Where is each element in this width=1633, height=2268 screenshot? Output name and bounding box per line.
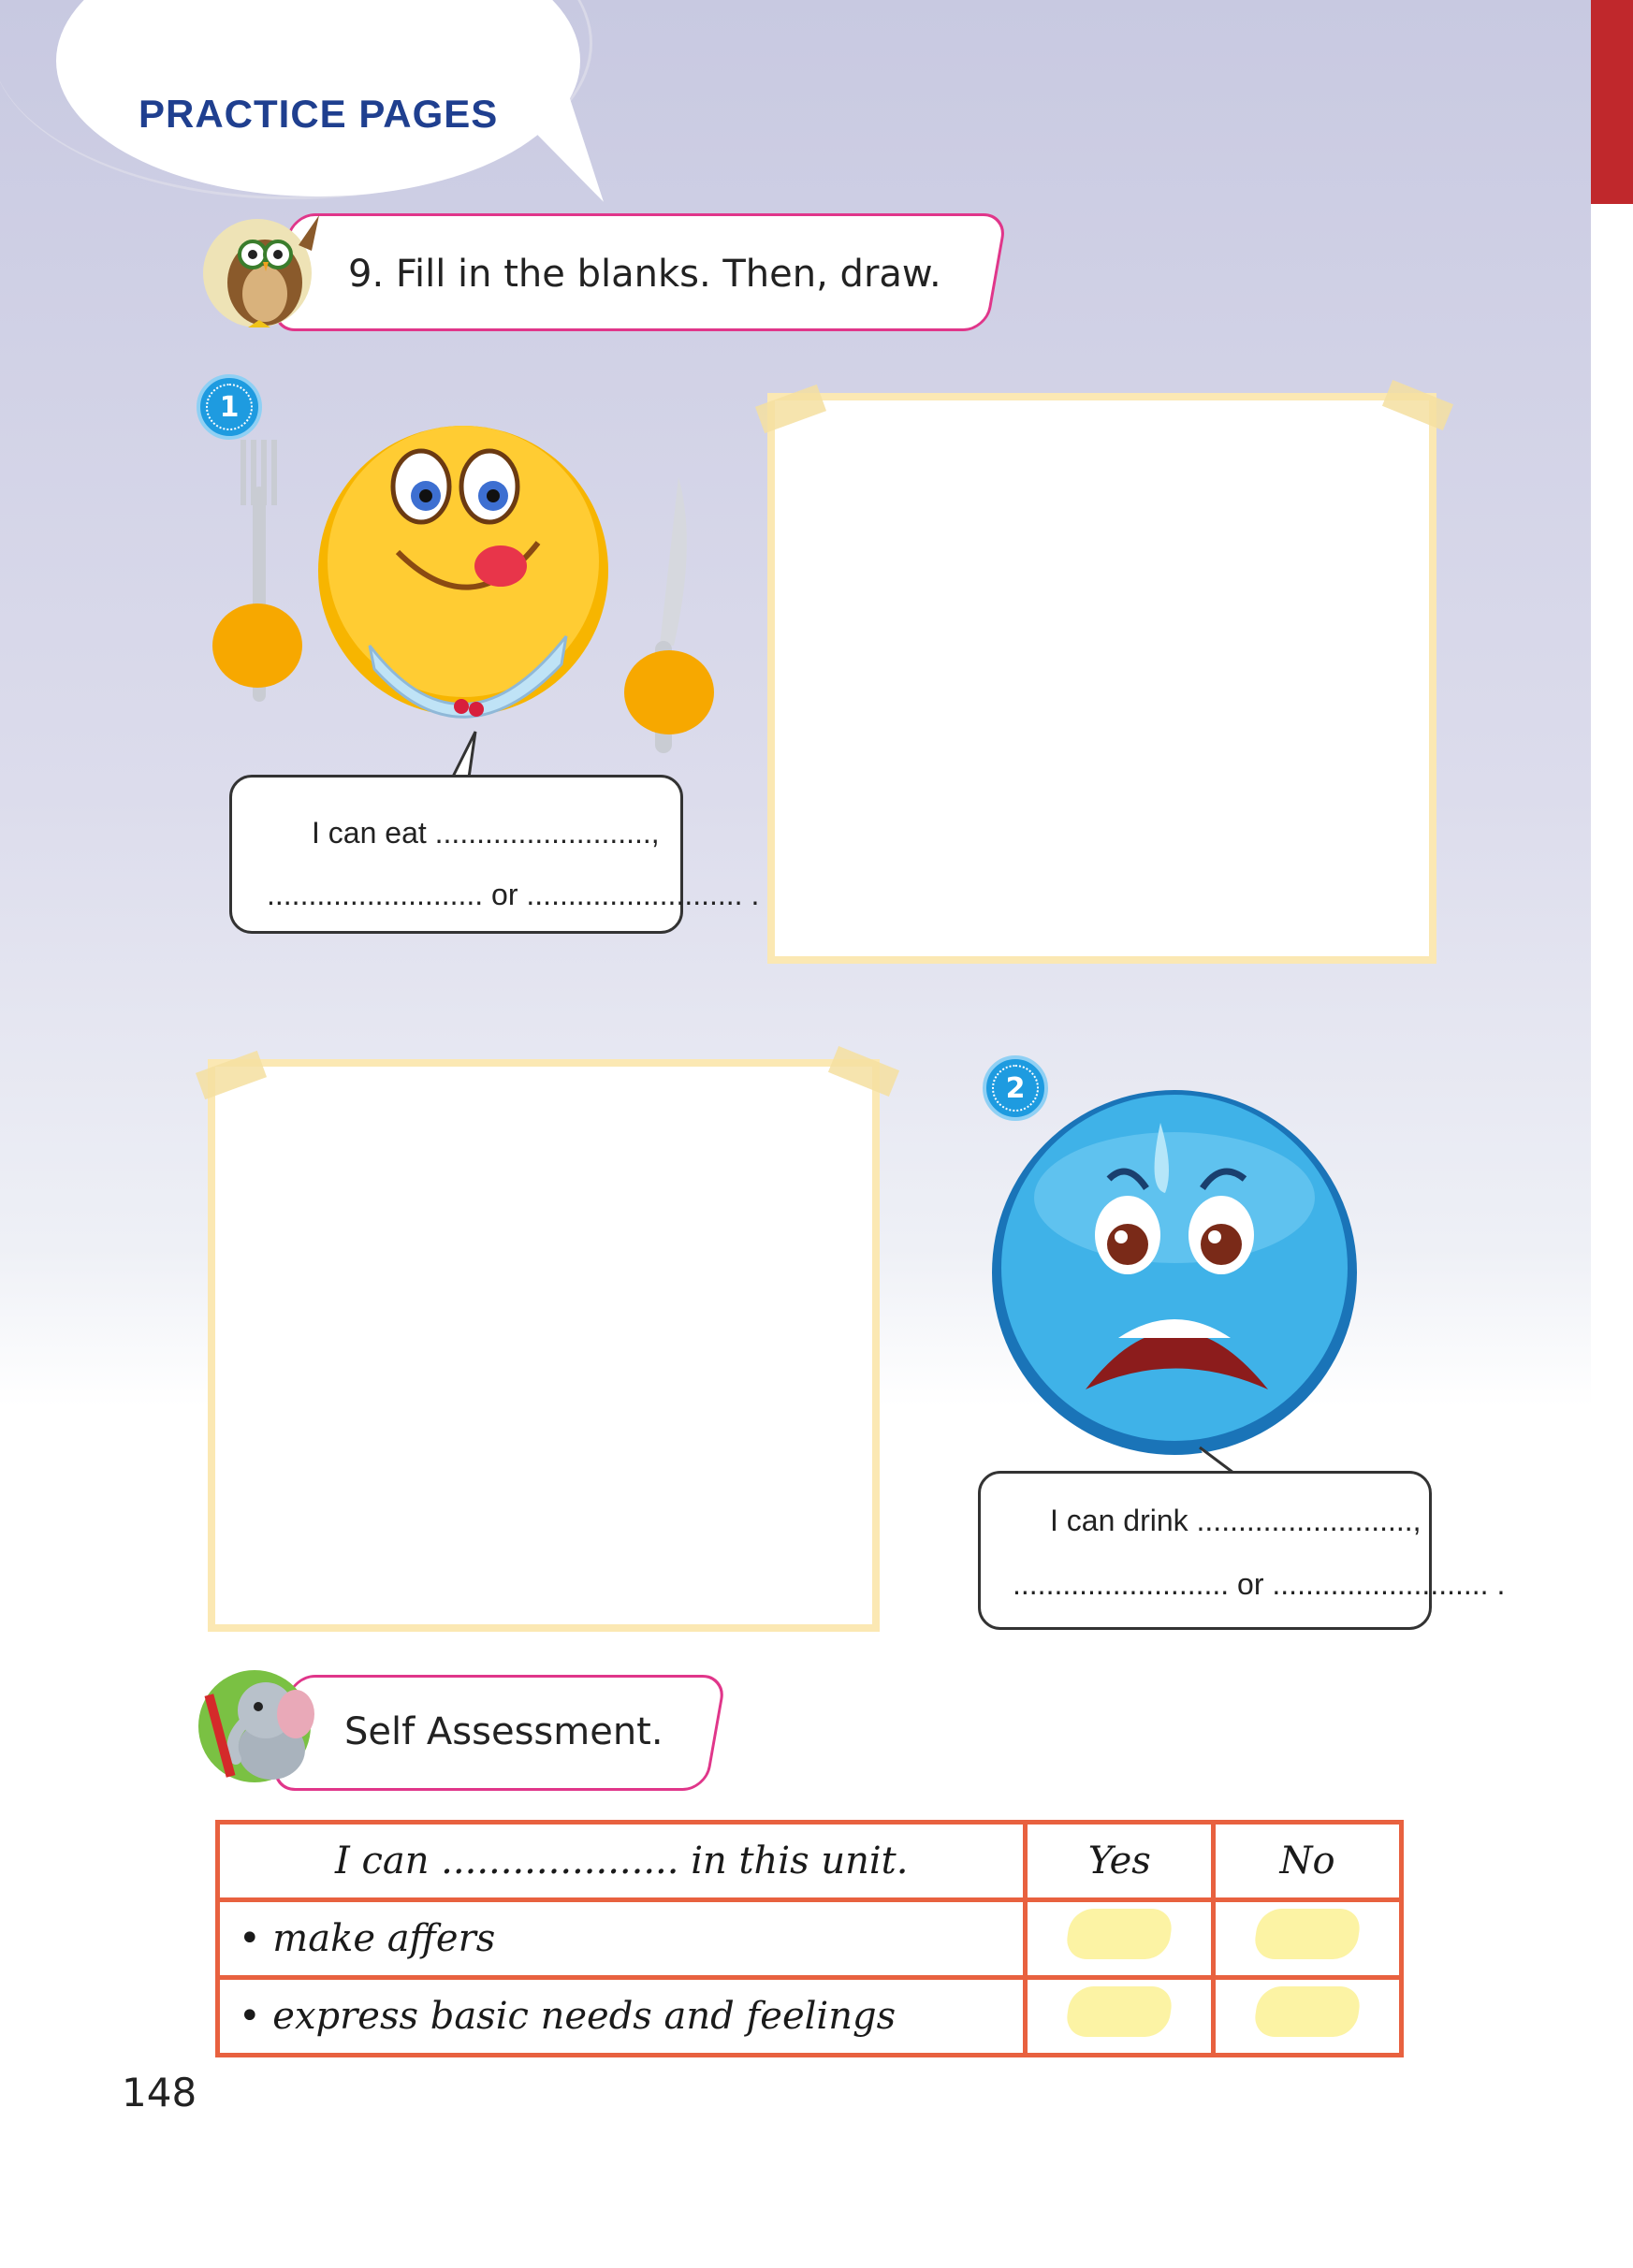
page-title: PRACTICE PAGES (139, 92, 499, 136)
table-row (218, 1978, 1402, 2056)
hungry-emoji-icon (192, 412, 716, 767)
chapter-tab (1591, 0, 1633, 204)
self-assessment-title: Self Assessment. (344, 1710, 663, 1753)
header-statement: I can .................... in this unit. (218, 1823, 1026, 1900)
fill-in-line-2b: .......................... or .......................... . (1013, 1567, 1506, 1601)
no-cell[interactable] (1214, 1900, 1402, 1978)
table-row (218, 1900, 1402, 1978)
drawing-area-2[interactable] (208, 1059, 880, 1632)
page-number: 148 (122, 2070, 197, 2115)
elephant-icon (198, 1656, 329, 1796)
no-cell[interactable] (1214, 1978, 1402, 2056)
row-label: • make affers (218, 1900, 1026, 1978)
self-assessment-table (215, 1820, 1404, 2057)
speech-cloud-tail (501, 78, 604, 223)
fill-in-line-1a: I can eat .........................., (312, 816, 660, 850)
badge-number: 2 (1005, 1071, 1026, 1105)
badge-number: 1 (219, 390, 240, 424)
fill-in-line-2a: I can drink .........................., (1050, 1504, 1422, 1537)
yes-cell[interactable] (1026, 1900, 1214, 1978)
owl-icon (201, 208, 332, 339)
header-no: No (1214, 1823, 1402, 1900)
yes-cell[interactable] (1026, 1978, 1214, 2056)
no-checkbox[interactable] (1252, 1986, 1363, 2037)
yes-checkbox[interactable] (1064, 1909, 1174, 1959)
instruction-text: 9. Fill in the blanks. Then, draw. (348, 253, 941, 296)
row-label: • express basic needs and feelings (218, 1978, 1026, 2056)
yes-checkbox[interactable] (1064, 1986, 1174, 2037)
thirsty-emoji-icon (987, 1085, 1362, 1460)
speech-box-2 (978, 1471, 1432, 1630)
drawing-area-1[interactable] (767, 393, 1436, 964)
fill-in-line-1b: .......................... or .......................... . (267, 878, 760, 911)
page-margin-strip (1591, 204, 1633, 2268)
table-header-row (218, 1823, 1402, 1900)
no-checkbox[interactable] (1252, 1909, 1363, 1959)
header-yes: Yes (1026, 1823, 1214, 1900)
